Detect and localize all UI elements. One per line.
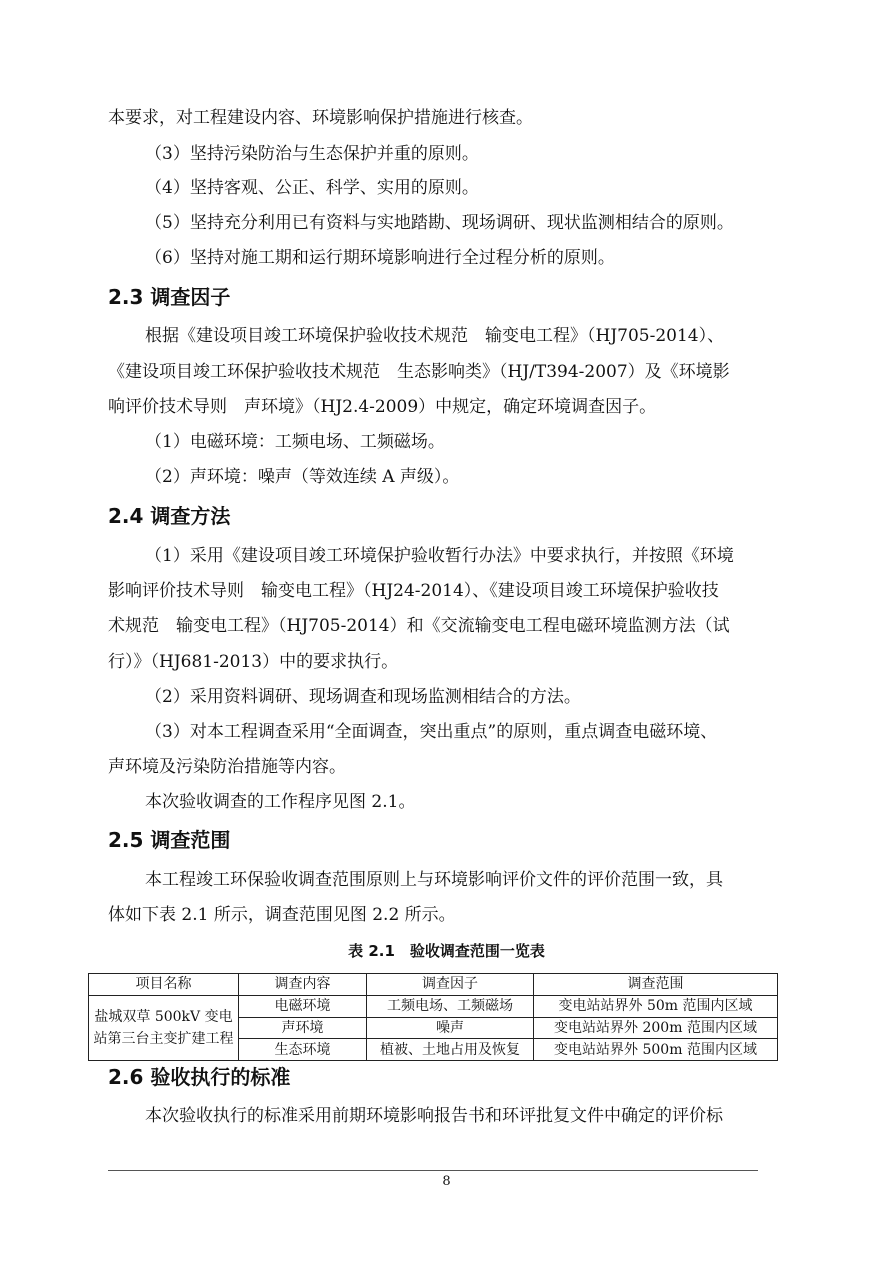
section-heading-2-4: 2.4 调查方法 <box>108 504 231 528</box>
paragraph-line: 根据《建设项目竣工环境保护验收技术规范 输变电工程》（HJ705-2014）、 <box>145 326 725 346</box>
factor-item: （2）声环境：噪声（等效连续 A 声级）。 <box>145 467 460 487</box>
paragraph-line: 影响评价技术导则 输变电工程》（HJ24-2014）、《建设项目竣工环境保护验收技 <box>108 581 719 601</box>
table-cell: 变电站站界外 200m 范围内区域 <box>534 1017 778 1039</box>
table-cell: 噪声 <box>367 1017 534 1039</box>
paragraph-line: 本工程竣工环保验收调查范围原则上与环境影响评价文件的评价范围一致，具 <box>145 870 723 890</box>
paragraph-line: （1）采用《建设项目竣工环境保护验收暂行办法》中要求执行，并按照《环境 <box>145 546 734 566</box>
principle-5: （5）坚持充分利用已有资料与实地踏勘、现场调研、现状监测相结合的原则。 <box>145 213 734 233</box>
table-header-row <box>89 974 778 996</box>
table-cell: 变电站站界外 500m 范围内区域 <box>534 1039 778 1061</box>
section-heading-2-6: 2.6 验收执行的标准 <box>108 1065 291 1089</box>
method-item: （2）采用资料调研、现场调查和现场监测相结合的方法。 <box>145 687 581 707</box>
table-cell: 工频电场、工频磁场 <box>367 995 534 1017</box>
table-cell: 植被、土地占用及恢复 <box>367 1039 534 1061</box>
principle-4: （4）坚持客观、公正、科学、实用的原则。 <box>145 178 479 198</box>
paragraph-line: 本次验收执行的标准采用前期环境影响报告书和环评批复文件中确定的评价标 <box>145 1106 723 1126</box>
header-cell: 调查内容 <box>239 974 367 996</box>
table-cell: 电磁环境 <box>239 995 367 1017</box>
principle-3: （3）坚持污染防治与生态保护并重的原则。 <box>145 144 479 164</box>
paragraph-line: 本次验收调查的工作程序见图 2.1。 <box>145 792 416 812</box>
section-heading-2-5: 2.5 调查范围 <box>108 828 231 852</box>
paragraph-line: 术规范 输变电工程》（HJ705-2014）和《交流输变电工程电磁环境监测方法（试 <box>108 616 730 636</box>
principle-6: （6）坚持对施工期和运行期环境影响进行全过程分析的原则。 <box>145 248 615 268</box>
table-cell: 变电站站界外 50m 范围内区域 <box>534 995 778 1017</box>
table-row <box>89 995 778 1017</box>
header-cell: 调查因子 <box>367 974 534 996</box>
section-heading-2-3: 2.3 调查因子 <box>108 285 231 309</box>
paragraph-line: 本要求，对工程建设内容、环境影响保护措施进行核查。 <box>108 108 533 128</box>
paragraph-line: 响评价技术导则 声环境》（HJ2.4-2009）中规定，确定环境调查因子。 <box>108 397 657 417</box>
table-cell: 生态环境 <box>239 1039 367 1061</box>
paragraph-line: 体如下表 2.1 所示，调查范围见图 2.2 所示。 <box>108 905 456 925</box>
table-caption: 表 2.1 验收调查范围一览表 <box>348 942 545 960</box>
method-item: （3）对本工程调查采用“全面调查，突出重点”的原则，重点调查电磁环境、 <box>145 722 718 742</box>
paragraph-line: 行）》（HJ681-2013）中的要求执行。 <box>108 652 399 672</box>
table-cell: 声环境 <box>239 1017 367 1039</box>
footer-rule <box>108 1170 758 1171</box>
factor-item: （1）电磁环境：工频电场、工频磁场。 <box>145 432 445 452</box>
paragraph-line: 《建设项目竣工环保护验收技术规范 生态影响类》（HJ/T394-2007）及《环境影 <box>108 362 730 382</box>
header-cell: 项目名称 <box>89 974 239 996</box>
project-name-cell: 盐城双草 500kV 变电站第三台主变扩建工程 <box>89 995 239 1060</box>
scope-table <box>88 973 778 1061</box>
header-cell: 调查范围 <box>534 974 778 996</box>
page-number: 8 <box>442 1174 451 1189</box>
paragraph-line: 声环境及污染防治措施等内容。 <box>108 757 346 777</box>
